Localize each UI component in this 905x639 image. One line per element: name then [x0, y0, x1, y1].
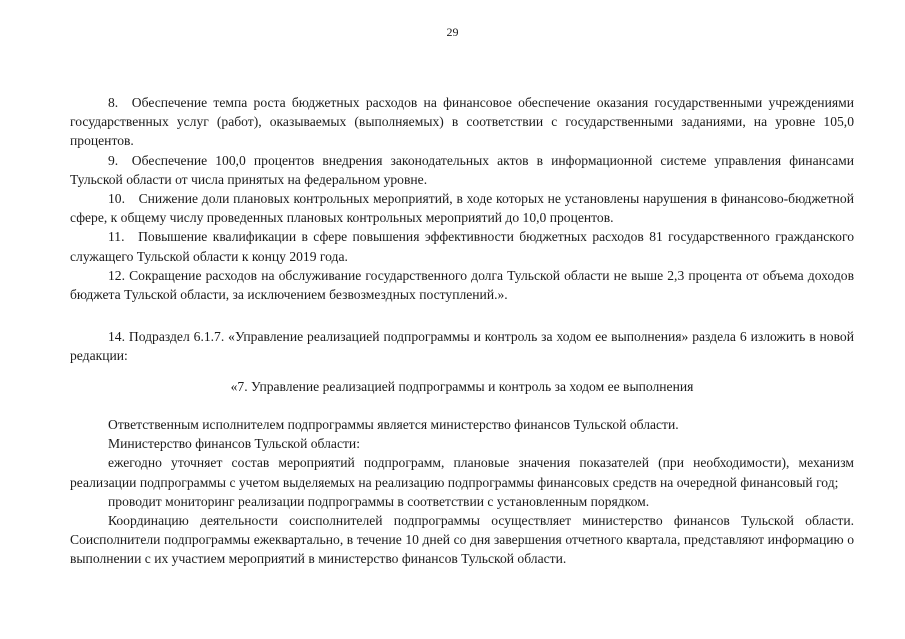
page-number: 29	[446, 25, 459, 39]
list-item-9: 9. Обеспечение 100,0 процентов внедрения законодательных актов в информационной системе управления финансами Тульской области от числа принятых на федеральном уровне.	[70, 152, 854, 187]
body-paragraph-monitoring: проводит мониторинг реализации подпрограммы в соответствии с установленным порядком.	[108, 493, 650, 509]
amendment-section	[70, 327, 854, 365]
section-14-paragraph: 14. Подраздел 6.1.7. «Управление реализацией подпрограммы и контроль за ходом ее выполнения» раздела 6 изложить в новой редакции:	[70, 329, 854, 364]
list-item-10: 10. Снижение доли плановых контрольных мероприятий, в ходе которых не установлены нарушения в финансово-бюджетной сфере, к общему числу проведенных плановых контрольных мероприятий до 10,0 процентов.	[70, 191, 854, 226]
body-paragraph-ministry: Министерство финансов Тульской области:	[108, 436, 360, 452]
subsection-heading: «7. Управление реализацией подпрограммы и контроль за ходом ее выполнения	[230, 379, 694, 394]
list-item-12: 12. Сокращение расходов на обслуживание государственного долга Тульской области не выше 2,3 процента от объема доходов бюджета Тульской области, за исключением безвозмездных поступлений.».	[70, 267, 854, 303]
list-item-11: 11. Повышение квалификации в сфере повышения эффективности бюджетных расходов 81 государственного гражданского служащего Тульской области к концу 2019 года.	[70, 229, 854, 264]
body-paragraph-annual: ежегодно уточняет состав мероприятий подпрограмм, плановые значения показателей (при необходимости), механизм реализации подпрограммы с учетом выделяемых на реализацию подпрограммы финансовых средств на очередной финансовый год;	[70, 455, 854, 490]
subsection-body	[70, 415, 854, 569]
list-item-8: 8. Обеспечение темпа роста бюджетных расходов на финансовое обеспечение оказания государственными учреждениями государственных услуг (работ), оказываемых (выполняемых) в соответствии с государственными заданиями, на уровне 105,0 процентов.	[70, 95, 854, 149]
body-paragraph-coordination: Координацию деятельности соисполнителей подпрограммы осуществляет министерство финансов Тульской области. Соисполнители подпрограммы ежеквартально, в течение 10 дней со дня завершения отчетного квартала, представляют информацию о выполнении с их участием мероприятий в министерство финансов Тульской области.	[70, 513, 854, 567]
body-paragraph-responsible: Ответственным исполнителем подпрограммы является министерство финансов Тульской области.	[108, 417, 679, 432]
target-indicators-list	[70, 93, 854, 304]
